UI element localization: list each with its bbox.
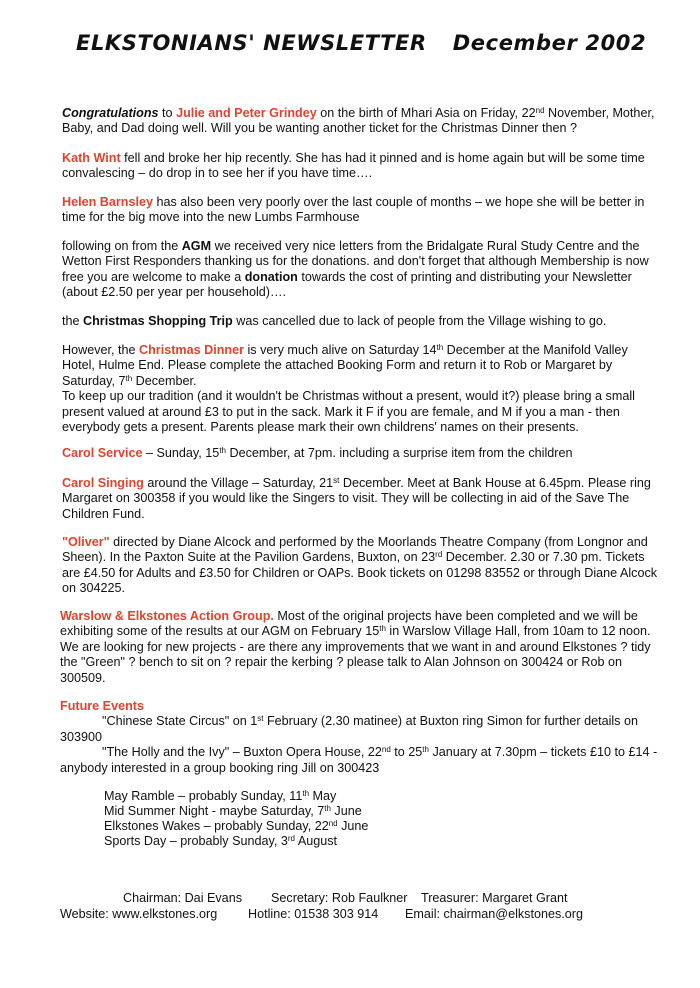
list-item: May Ramble – probably Sunday, 11th May xyxy=(104,789,337,803)
christmas-dinner-item: However, the Christmas Dinner is very much alive on Saturday 14th December at the Manifold Valley Hotel, Hulme End. Please complete the attached Booking Form and return it to Rob or Margaret by Saturday, 7th December. To keep up our tradition (and it wouldn't be Christmas without a present, would it?) please bring a small present valued at around £3 to put in the sack. Mark it F if you are female, and M if you a man - then everybody gets a present. Parents please mark their own childrens' names on their presents. xyxy=(62,342,635,435)
shopping-trip-item: the Christmas Shopping Trip was cancelled due to lack of people from the Village wishing to go. xyxy=(62,313,607,328)
carol-service-item: Carol Service – Sunday, 15th December, at 7pm. including a surprise item from the children xyxy=(62,445,573,460)
action-group-item: Warslow & Elkstones Action Group. Most of the original projects have been completed and we will be exhibiting some of the results at our AGM on February 15th in Warslow Village Hall, from 10am to 12 noon. We are looking for new projects - are there any improvements that we want in and around Elkstones ? tidy the "Green" ? bench to sit on ? repair the kerbing ? please talk to Alan Johnson on 300424 or Rob on 300509. xyxy=(60,608,651,685)
title-text: ELKSTONIANS' NEWSLETTER xyxy=(76,31,427,55)
kath-wint-item: Kath Wint fell and broke her hip recently. She has had it pinned and is home again but will be some time convalescing – do drop in to see her if you have time…. xyxy=(62,150,645,181)
chairman-label: Chairman: Dai Evans xyxy=(123,891,242,905)
contacts-row xyxy=(60,906,583,922)
list-item: Elkstones Wakes – probably Sunday, 22nd June xyxy=(104,819,369,833)
officers-row xyxy=(60,890,583,906)
event-dates-list xyxy=(104,789,368,849)
list-item: Mid Summer Night - maybe Saturday, 7th June xyxy=(104,804,362,818)
circus-event: "Chinese State Circus" on 1st February (2.30 matinee) at Buxton ring Simon for further details on 303900 xyxy=(60,714,638,744)
issue-date: December 2002 xyxy=(452,31,647,55)
oliver-item: "Oliver" directed by Diane Alcock and performed by the Moorlands Theatre Company (from Longnor and Sheen). In the Paxton Suite at the Pavilion Gardens, Buxton, on 23rd December. 2.30 or 7.30 pm. Tickets are £4.50 for Adults and £3.50 for Children or OAPs. Book tickets on 01298 83552 or through Diane Alcock on 304225. xyxy=(62,534,658,596)
email-link[interactable]: Email: chairman@elkstones.org xyxy=(405,907,583,921)
carol-singing-item: Carol Singing around the Village – Saturday, 21st December. Meet at Bank House at 6.45pm. Please ring Margaret on 300358 if you would like the Singers to visit. They will be collecting in aid of the Save The Children Fund. xyxy=(62,475,651,521)
hotline-number: Hotline: 01538 303 914 xyxy=(248,907,379,921)
helen-barnsley-item: Helen Barnsley has also been very poorly over the last couple of months – we hope she will be better in time for the big move into the new Lumbs Farmhouse xyxy=(62,194,645,225)
treasurer-label: Treasurer: Margaret Grant xyxy=(421,891,568,905)
holly-ivy-event: "The Holly and the Ivy" – Buxton Opera House, 22nd to 25th January at 7.30pm – tickets £10 to £14 - anybody interested in a group booking ring Jill on 300423 xyxy=(60,745,658,775)
newsletter-title xyxy=(76,31,647,55)
secretary-label: Secretary: Rob Faulkner xyxy=(271,891,408,905)
congratulations-item: Congratulations to Julie and Peter Grindey on the birth of Mhari Asia on Friday, 22nd November, Mother, Baby, and Dad doing well. Will you be wanting another ticket for the Christmas Dinner then ? xyxy=(62,105,655,136)
future-events-list xyxy=(60,714,665,776)
contact-footer xyxy=(60,890,583,922)
future-events-heading: Future Events xyxy=(60,699,144,713)
list-item: Sports Day – probably Sunday, 3rd August xyxy=(104,834,338,848)
agm-item: following on from the AGM we received very nice letters from the Bridalgate Rural Study Centre and the Wetton First Responders thanking us for the donations. and don't forget that although Membership is now free you are welcome to make a donation towards the cost of printing and distributing your Newsletter (about £2.50 per year per household)…. xyxy=(62,238,649,300)
website-link[interactable]: Website: www.elkstones.org xyxy=(60,907,218,921)
